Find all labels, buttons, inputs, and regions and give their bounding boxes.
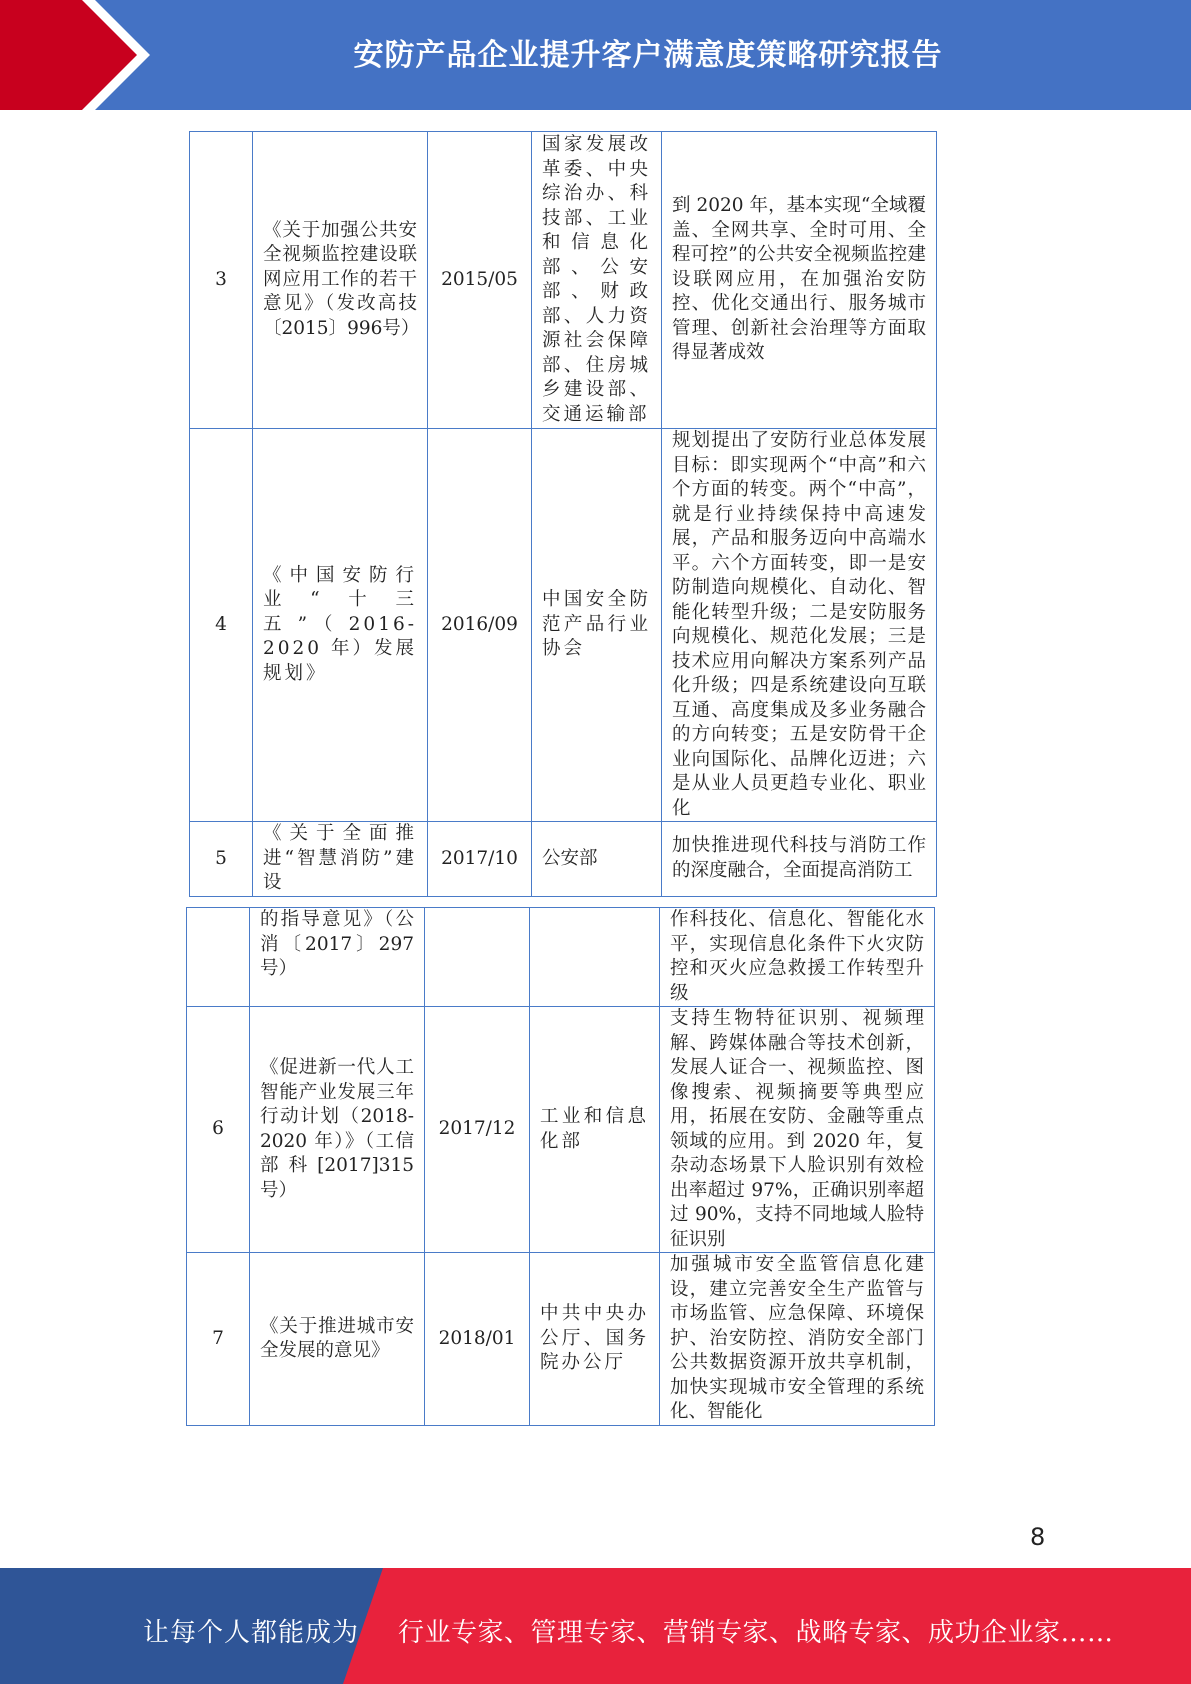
policy-title: 《促进新一代人工智能产业发展三年行动计划（2018-2020 年）》（工信部科[2017]315号） [250,1007,425,1253]
policy-content: 支持生物特征识别、视频理解、跨媒体融合等技术创新，发展人证合一、视频监控、图像搜索、视频摘要等典型应用，拓展在安防、金融等重点领域的应用。到 2020 年，复杂动态场景下人脸识别有效检出率超过 97%，正确识别率超过 90%，支持不同地域人脸特征识别 [660,1007,935,1253]
issuing-agency [530,908,660,1007]
policy-title: 的指导意见》（公消〔2017〕297号） [250,908,425,1007]
report-title: 安防产品企业提升客户满意度策略研究报告 [353,38,943,73]
row-number: 4 [190,429,253,822]
policy-title: 《关于全面推进“智慧消防”建设 [253,822,428,897]
issue-date: 2016/09 [428,429,532,822]
issuing-agency: 工业和信息化部 [530,1007,660,1253]
page-number: 8 [1030,1523,1046,1551]
policy-title: 《中国安防行业“十三五”（2016-2020 年）发展规划》 [253,429,428,822]
table-row [187,1007,935,1253]
table-row [190,132,937,429]
row-number [187,908,250,1007]
row-number: 7 [187,1253,250,1426]
policy-title: 《关于加强公共安全视频监控建设联网应用工作的若干意见》（发改高技〔2015〕996号） [253,132,428,429]
issue-date [425,908,530,1007]
table-row [187,908,935,1007]
policy-content: 加强城市安全监管信息化建设，建立完善安全生产监管与市场监管、应急保障、环境保护、治安防控、消防安全部门公共数据资源开放共享机制，加快实现城市安全管理的系统化、智能化 [660,1253,935,1426]
footer-slogan-left: 让每个人都能成为 [143,1618,360,1648]
policy-content: 加快推进现代科技与消防工作的深度融合，全面提高消防工 [662,822,937,897]
policy-content: 规划提出了安防行业总体发展目标：即实现两个“中高”和六个方面的转变。两个“中高”，就是行业持续保持中高速发展，产品和服务迈向中高端水平。六个方面转变，即一是安防制造向规模化、自动化、智能化转型升级；二是安防服务向规模化、规范化发展；三是技术应用向解决方案系列产品化升级；四是系统建设向互联互通、高度集成及多业务融合的方向转变；五是安防骨干企业向国际化、品牌化迈进；六是从业人员更趋专业化、职业化 [662,429,937,822]
row-number: 3 [190,132,253,429]
page-footer [0,1568,1191,1684]
row-number: 5 [190,822,253,897]
issuing-agency: 国家发展改革委、中央综治办、科技部、工业和信息化部、公安部、财政部、人力资源社会保障部、住房城乡建设部、交通运输部 [532,132,662,429]
issuing-agency: 中国安全防范产品行业协会 [532,429,662,822]
policy-content: 到 2020 年，基本实现“全域覆盖、全网共享、全时可用、全程可控”的公共安全视频监控建设联网应用，在加强治安防控、优化交通出行、服务城市管理、创新社会治理等方面取得显著成效 [662,132,937,429]
policy-content: 作科技化、信息化、智能化水平，实现信息化条件下火灾防控和灭火应急救援工作转型升级 [660,908,935,1007]
table-row [187,1253,935,1426]
page-header [0,0,1191,110]
table-row [190,822,937,897]
issue-date: 2018/01 [425,1253,530,1426]
policy-title: 《关于推进城市安全发展的意见》 [250,1253,425,1426]
issue-date: 2017/12 [425,1007,530,1253]
policy-table-part2 [186,907,935,1426]
row-number: 6 [187,1007,250,1253]
issue-date: 2017/10 [428,822,532,897]
table-row [190,429,937,822]
issue-date: 2015/05 [428,132,532,429]
issuing-agency: 公安部 [532,822,662,897]
policy-table-part1 [189,131,937,897]
issuing-agency: 中共中央办公厅、国务院办公厅 [530,1253,660,1426]
footer-slogan-right: 行业专家、管理专家、营销专家、战略专家、成功企业家…… [398,1618,1114,1648]
